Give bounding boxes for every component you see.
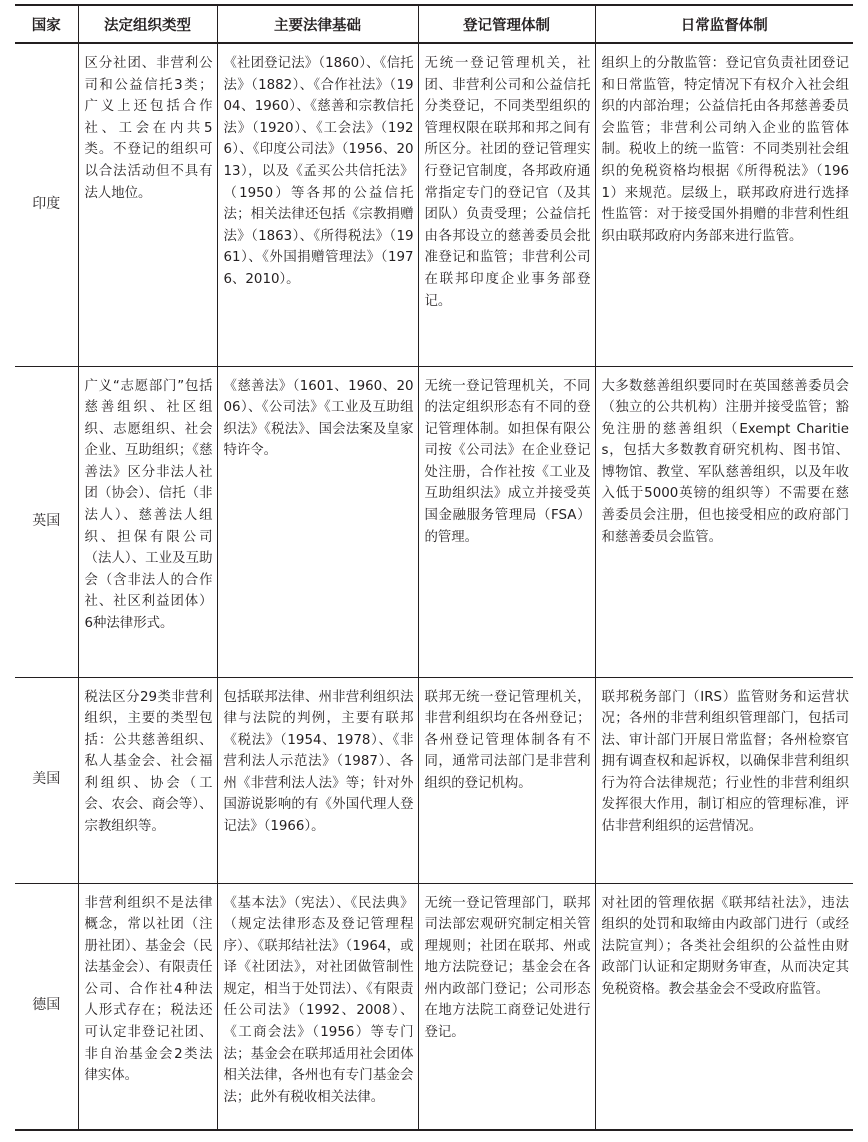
header-country: 国家 [31, 17, 61, 34]
country-cell: 印度 [32, 195, 61, 212]
country-cell: 英国 [32, 512, 61, 529]
org-types-cell: 税法区分29类非营利组织，主要的类型包括：公共慈善组织、私人基金会、社会福利组织、协会（工会、农会、商会等）、宗教组织等。 [78, 677, 217, 883]
table-header [15, 5, 853, 43]
header-registration: 登记管理体制 [418, 5, 595, 43]
header-supervision: 日常监督体制 [595, 5, 853, 43]
registration-cell: 无统一登记管理机关，不同的法定组织形态有不同的登记管理体制。如担保有限公司按《公司法》在企业登记处注册，合作社按《工业及互助组织法》成立并接受英国金融服务管理局（FSA）的管理。 [418, 366, 595, 677]
legal-basis-cell: 《基本法》（宪法）、《民法典》（规定法律形态及登记管理程序）、《联邦结社法》（1964，或译《社团法》，对社团做管制性规定，相当于处罚法）、《有限责任公司法》（1992、2008）、《工商会法》（1956）等专门法；基金会在联邦适用社会团体相关法律，各州也有专门基金会法；此外有税收相关法律。 [217, 883, 418, 1130]
table-body [15, 43, 853, 1130]
country-cell: 美国 [32, 771, 61, 788]
registration-cell: 无统一登记管理机关，社团、非营利公司和公益信托分类登记，不同类型组织的管理权限在联邦和邦之间有所区分。社团的登记管理实行登记官制度，各邦政府通常指定专门的登记官（及其团队）负责受理；公益信托由各邦设立的慈善委员会批准登记和监管；非营利公司在联邦印度企业事务部登记。 [418, 43, 595, 366]
registration-cell: 联邦无统一登记管理机关，非营利组织均在各州登记；各州登记管理体制各有不同，通常司法部门是非营利组织的登记机构。 [418, 677, 595, 883]
supervision-cell: 组织上的分散监管：登记官负责社团登记和日常监管，特定情况下有权介入社会组织的内部治理；公益信托由各邦慈善委员会监管；非营利公司纳入企业的监管体制。税收上的统一监管：不同类别社会组织的免税资格均根据《所得税法》（1961）来规范。层级上，联邦政府进行选择性监管：对于接受国外捐赠的非营利性组织由联邦政府内务部来进行监管。 [595, 43, 853, 366]
country-cell: 德国 [32, 997, 61, 1014]
org-types-cell: 区分社团、非营利公司和公益信托3类；广义上还包括合作社、工会在内共5类。不登记的组织可以合法活动但不具有法人地位。 [78, 43, 217, 366]
comparison-table [15, 4, 853, 1131]
table-row-uk [15, 366, 853, 677]
header-legal-basis: 主要法律基础 [217, 5, 418, 43]
registration-cell: 无统一登记管理部门，联邦司法部宏观研究制定相关管理规则；社团在联邦、州或地方法院登记；基金会在各州内政部门登记；公司形态在地方法院工商登记处进行登记。 [418, 883, 595, 1130]
org-types-cell: 非营利组织不是法律概念，常以社团（注册社团）、基金会（民法基金会）、有限责任公司、合作社4种法人形式存在；税法还可认定非登记社团、非自治基金会2类法律实体。 [78, 883, 217, 1130]
legal-basis-cell: 包括联邦法律、州非营利组织法律与法院的判例，主要有联邦《税法》（1954、1978）、《非营利法人示范法》（1987）、各州《非营利法人法》等；针对外国游说影响的有《外国代理人登记法》（1966）。 [217, 677, 418, 883]
supervision-cell: 对社团的管理依据《联邦结社法》，违法组织的处罚和取缔由内政部门进行（或经法院宣判）；各类社会组织的公益性由财政部门认证和定期财务审查，从而决定其免税资格。教会基金会不受政府监管。 [595, 883, 853, 1130]
table-row-usa [15, 677, 853, 883]
legal-basis-cell: 《慈善法》（1601、1960、2006）、《公司法》《工业及互助组织法》《税法》、国会法案及皇家特许令。 [217, 366, 418, 677]
header-row [15, 5, 853, 43]
supervision-cell: 大多数慈善组织要同时在英国慈善委员会（独立的公共机构）注册并接受监管；豁免注册的慈善组织（Exempt Charities，包括大多数教育研究机构、图书馆、博物馆、教堂、军队慈善组织，以及年收入低于5000英镑的组织等）不需要在慈善委员会注册，但也接受相应的政府部门和慈善委员会监管。 [595, 366, 853, 677]
table-row-germany [15, 883, 853, 1130]
comparison-table-container [15, 4, 853, 1131]
legal-basis-cell: 《社团登记法》（1860）、《信托法》（1882）、《合作社法》（1904、1960）、《慈善和宗教信托法》（1920）、《工会法》（1926）、《印度公司法》（1956、2013），以及《孟买公共信托法》（1950）等各邦的公益信托法；相关法律还包括《宗教捐赠法》（1863）、《所得税法》（1961）、《外国捐赠管理法》（1976、2010）。 [217, 43, 418, 366]
header-org-types: 法定组织类型 [78, 5, 217, 43]
org-types-cell: 广义“志愿部门”包括慈善组织、社区组织、志愿组织、社会企业、互助组织；《慈善法》区分非法人社团（协会）、信托（非法人）、慈善法人组织、担保有限公司（法人）、工业及互助会（含非法人的合作社、社区利益团体）6种法律形式。 [78, 366, 217, 677]
table-row-india [15, 43, 853, 366]
supervision-cell: 联邦税务部门（IRS）监管财务和运营状况；各州的非营利组织管理部门，包括司法、审计部门开展日常监督；各州检察官拥有调查权和起诉权，以确保非营利组织行为符合法律规范；行业性的非营利组织发挥很大作用，制订相应的管理标准，评估非营利组织的运营情况。 [595, 677, 853, 883]
